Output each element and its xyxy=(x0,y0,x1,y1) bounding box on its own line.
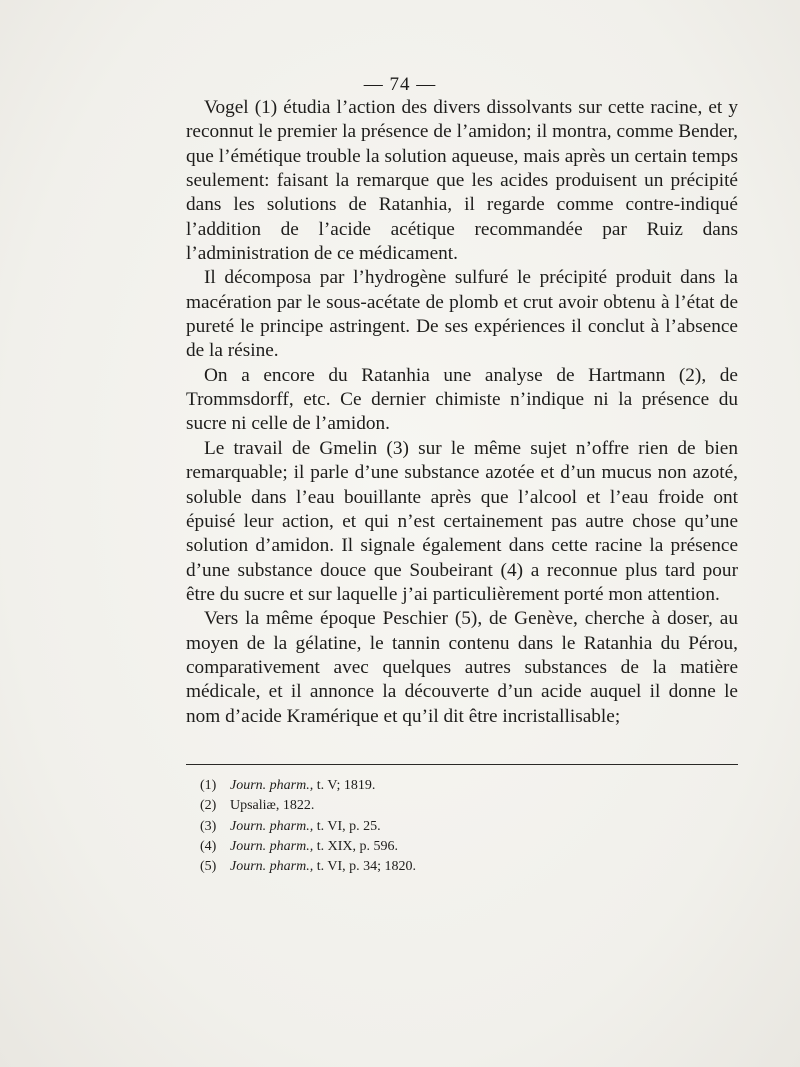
footnote xyxy=(200,857,600,877)
footnote xyxy=(200,776,600,796)
paragraph: On a encore du Ratanhia une analyse de Hartmann (2), de Trommsdorff, etc. Ce dernier chimiste n’indique ni la présence du sucre ni celle de l’amidon. xyxy=(186,364,738,435)
page-number: — 74 — xyxy=(363,74,437,95)
footnote-number: (4) xyxy=(200,838,217,854)
footnote xyxy=(200,837,600,857)
footnote-number: (5) xyxy=(200,859,217,875)
footnotes xyxy=(200,776,600,877)
footnote-reference: t. VI, p. 34; 1820. xyxy=(313,859,417,875)
paragraph: Vogel (1) étudia l’action des divers dissolvants sur cette racine, et y reconnut le premier la présence de l’amidon; il montra, comme Bender, que l’émétique trouble la solution aqueuse, mais après un certain temps seulement: faisant la remarque que les acides produisent un précipité dans les solutions de Ratanhia, il regarde comme contre-indiqué l’addition de l’acide acétique recommandée par Ruiz dans l’administration de ce médicament. xyxy=(186,97,738,265)
footnote-reference: Upsaliæ, 1822. xyxy=(230,798,315,814)
paragraph: Le travail de Gmelin (3) sur le même sujet n’offre rien de bien remarquable; il parle d’une substance azotée et d’un mucus non azoté, soluble dans l’eau bouillante après que l’alcool et l’eau froide ont épuisé leur action, et qui n’est certainement pas autre chose qu’une solution d’amidon. Il signale également dans cette racine la présence d’une substance douce que Soubeirant (4) a reconnue plus tard pour être du sucre et sur laquelle j’ai particulièrement porté mon attention. xyxy=(186,437,738,605)
footnote-reference: t. VI, p. 25. xyxy=(313,818,381,834)
footnote xyxy=(200,796,600,816)
footnote xyxy=(200,817,600,837)
footnote-reference: t. XIX, p. 596. xyxy=(313,838,399,854)
paragraph: Il décomposa par l’hydrogène sulfuré le précipité produit dans la macération par le sous-acétate de plomb et crut avoir obtenu à l’état de pureté le principe astringent. De ses expériences il conclut à l’absence de la résine. xyxy=(186,267,738,362)
paragraph: Vers la même époque Peschier (5), de Genève, cherche à doser, au moyen de la gélatine, le tannin contenu dans le Ratanhia du Pérou, comparativement avec quelques autres substances de la matière médicale, et il annonce la découverte d’un acide auquel il donne le nom d’acide Kramérique et qu’il dit être incristallisable; xyxy=(186,608,738,727)
footnote-number: (1) xyxy=(200,778,217,793)
footnote-source: Journ. pharm., xyxy=(230,818,314,834)
footnote-separator xyxy=(186,764,738,765)
footnote-source: Journ. pharm., xyxy=(230,859,314,875)
footnote-source: Journ. pharm., xyxy=(230,838,314,854)
footnote-number: (3) xyxy=(200,818,217,834)
body-text xyxy=(186,96,738,729)
footnote-source: Journ. pharm., xyxy=(230,778,314,793)
footnote-reference: t. V; 1819. xyxy=(313,778,376,793)
footnote-number: (2) xyxy=(200,798,217,814)
